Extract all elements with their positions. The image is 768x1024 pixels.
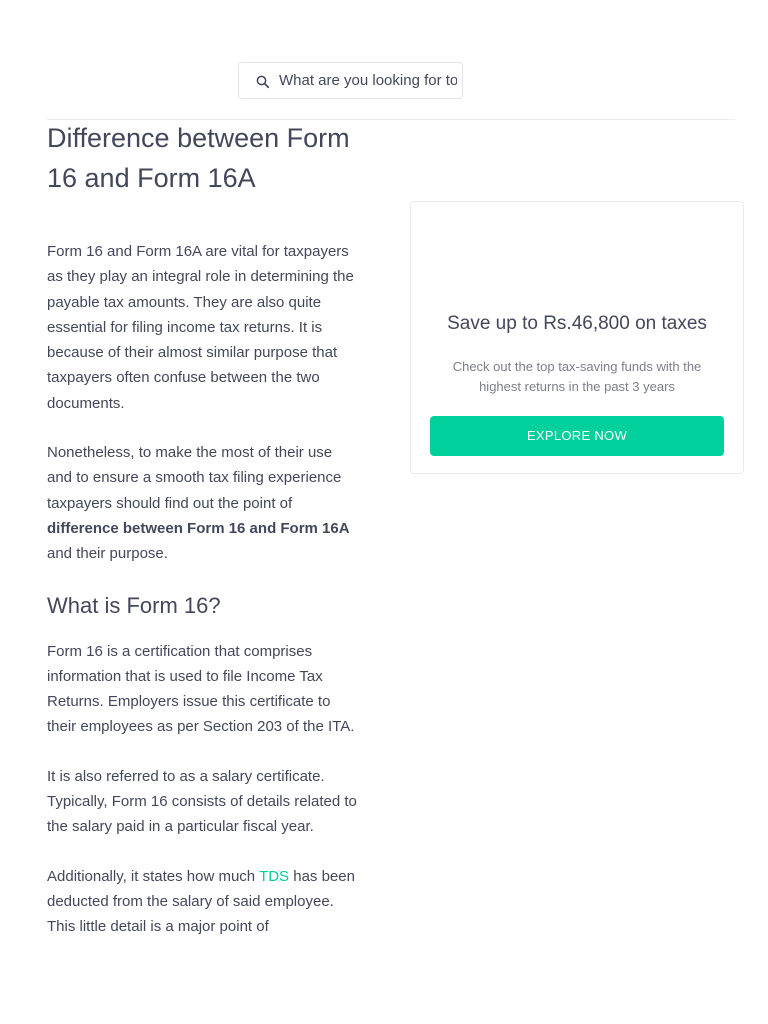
tds-paragraph <box>47 864 357 940</box>
viewport-bottom-mask <box>0 958 768 1024</box>
purpose-paragraph <box>47 440 357 566</box>
purpose-bold-text: difference between Form 16 and Form 16A <box>47 519 350 537</box>
purpose-text-end: and their purpose. <box>47 545 168 563</box>
salary-certificate-paragraph: It is also referred to as a salary certificate. Typically, Form 16 consists of details related to the salary paid in a particular fiscal year. <box>47 767 357 836</box>
search-icon <box>254 73 272 91</box>
promo-description: Check out the top tax-saving funds with the highest returns in the past 3 years <box>452 359 702 394</box>
search-box[interactable] <box>238 62 463 99</box>
search-input[interactable] <box>279 63 457 98</box>
section-heading-form16: What is Form 16? <box>47 592 221 618</box>
purpose-text-start: Nonetheless, to make the most of their use and to ensure a smooth tax filing experience taxpayers should find out the point of <box>47 444 342 512</box>
explore-now-button[interactable]: EXPLORE NOW <box>430 416 724 456</box>
tds-link[interactable]: TDS <box>259 867 290 885</box>
page-title: Difference between Form 16 and Form 16A <box>47 123 350 193</box>
intro-paragraph: Form 16 and Form 16A are vital for taxpayers as they play an integral role in determining the payable tax amounts. They are also quite essential for filing income tax returns. It is because of their almost similar purpose that taxpayers often confuse between the two documents. <box>47 243 354 412</box>
form16-paragraph: Form 16 is a certification that comprises information that is used to file Income Tax Returns. Employers issue this certificate to their employees as per Section 203 of the ITA. <box>47 642 355 736</box>
tax-saving-promo-card <box>410 201 744 474</box>
article-body <box>47 118 357 964</box>
tds-text-start: Additionally, it states how much <box>47 867 260 885</box>
promo-title: Save up to Rs.46,800 on taxes <box>447 313 707 334</box>
tds-text-end: has been deducted from the salary of said employee. This little detail is a major point of <box>47 867 355 936</box>
